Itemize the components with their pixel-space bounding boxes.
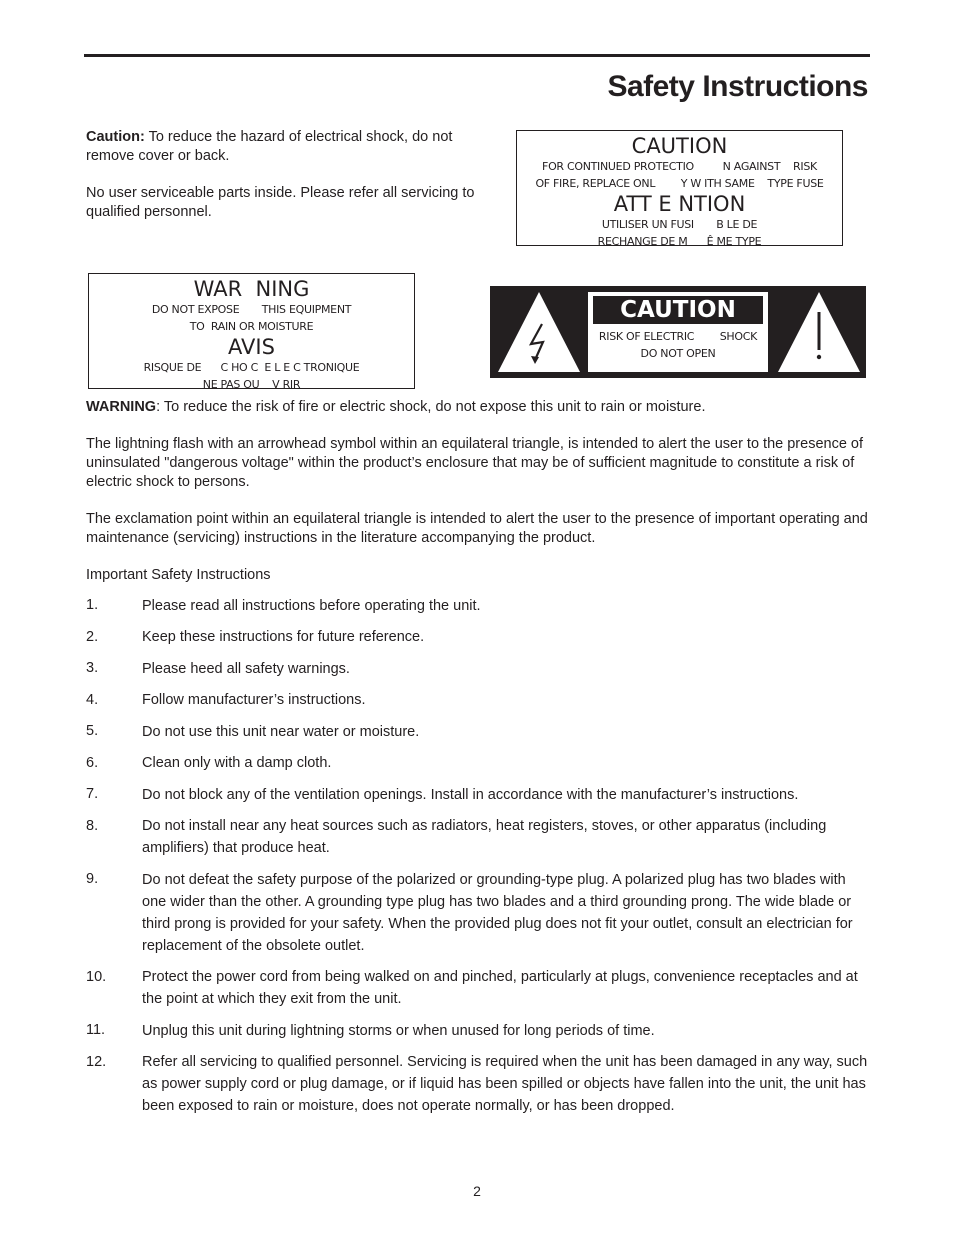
- list-item-number: 10.: [86, 968, 107, 985]
- list-item-number: 7.: [86, 786, 99, 802]
- service-paragraph: No user serviceable parts inside. Please refer all servicing to qualified personnel.: [86, 185, 475, 220]
- list-item-text: Refer all servicing to qualified personnel. Servicing is required when the unit has been damaged in any way, such as power supply cord or plug damage, or if liquid has been spilled or objects have fallen into the unit, the unit has been exposed to rain or moisture, does not operate normally, or has been dropped.: [142, 1054, 868, 1114]
- list-item-text: Please read all instructions before operating the unit.: [142, 597, 481, 614]
- exclamation-triangle-icon: [770, 286, 868, 378]
- list-item-number: 1.: [86, 597, 99, 613]
- list-item-number: 3.: [86, 660, 99, 676]
- list-item-text: Please heed all safety warnings.: [142, 660, 350, 677]
- shock-caution-inner: [588, 292, 768, 372]
- lightning-triangle-icon: [490, 286, 588, 378]
- list-item-text: Do not install near any heat sources such as radiators, heat registers, stoves, or other apparatus (including amplifiers) that produce heat.: [142, 818, 827, 856]
- list-heading: Important Safety Instructions: [86, 567, 271, 583]
- attention-heading: ATT E NTION: [613, 192, 746, 216]
- list-item: [86, 785, 870, 806]
- list-item-number: 9.: [86, 871, 99, 887]
- warning-heading: WAR NING: [193, 277, 310, 301]
- list-item-text: Do not block any of the ventilation openings. Install in accordance with the manufacturer’s instructions.: [142, 786, 799, 803]
- moisture-warning-label: [88, 273, 415, 389]
- list-item: [86, 1053, 870, 1118]
- body-section: [86, 398, 870, 1128]
- list-item-text: Protect the power cord from being walked on and pinched, particularly at plugs, convenience receptacles and at the point at which they exit from the unit.: [142, 969, 858, 1007]
- caution-paragraph: [86, 128, 496, 166]
- avis-line-1: RISQUE DE C HO C E L E C TRONIQUE: [143, 361, 360, 374]
- lightning-paragraph: The lightning flash with an arrowhead symbol within an equilateral triangle, is intended to alert the user to the presence of uninsulated "dangerous voltage" within the product’s enclosure that may be of sufficient magnitude to constitute a risk of electric shock to persons.: [86, 436, 864, 490]
- fuse-caution-heading: CAUTION: [631, 134, 728, 158]
- list-item: [86, 691, 870, 712]
- caution-text: To reduce the hazard of electrical shock, do not remove cover or back.: [86, 129, 453, 164]
- list-item-text: Keep these instructions for future reference.: [142, 629, 425, 645]
- list-item-number: 12.: [86, 1053, 107, 1070]
- list-item: [86, 1021, 870, 1042]
- list-item: [86, 628, 870, 649]
- fuse-caution-line-2: OF FIRE, REPLACE ONL Y W ITH SAME TYPE FUSE: [535, 177, 824, 190]
- warning-label: WARNING: [86, 399, 157, 415]
- warning-text: : To reduce the risk of fire or electric shock, do not expose this unit to rain or moisture.: [156, 399, 706, 415]
- list-item-text: Unplug this unit during lightning storms or when unused for long periods of time.: [142, 1022, 655, 1039]
- page-number: 2: [473, 1183, 481, 1199]
- exclamation-paragraph: The exclamation point within an equilateral triangle is intended to alert the user to the presence of important operating and maintenance (servicing) instructions in the literature accompanying the product.: [86, 511, 868, 546]
- list-item: [86, 659, 870, 680]
- list-item: [86, 968, 870, 1011]
- list-item-number: 8.: [86, 817, 99, 834]
- shock-caution-line-1: RISK OF ELECTRIC SHOCK: [598, 330, 758, 343]
- list-item-number: 4.: [86, 691, 99, 708]
- list-item: [86, 722, 870, 743]
- shock-caution-heading: CAUTION: [593, 296, 763, 324]
- list-item-number: 11.: [86, 1022, 106, 1038]
- intro-section: [86, 128, 496, 240]
- shock-caution-line-2: DO NOT OPEN: [640, 347, 716, 360]
- shock-caution-label: [490, 286, 866, 378]
- list-item: [86, 754, 870, 775]
- caution-label: Caution:: [86, 129, 145, 145]
- list-item-number: 2.: [86, 628, 99, 645]
- list-item-text: Do not use this unit near water or moisture.: [142, 723, 420, 740]
- header-rule: [84, 54, 870, 57]
- page-title: Safety Instructions: [607, 70, 868, 103]
- attention-line-1: UTILISER UN FUSI B LE DE: [601, 218, 758, 231]
- attention-line-2: RECHANGE DE M Ê ME TYPE: [597, 235, 762, 248]
- list-item-text: Do not defeat the safety purpose of the polarized or grounding-type plug. A polarized plug has two blades with one wider than the other. A grounding type plug has two blades and a third grounding prong. The wide blade or third prong is provided for your safety. When the provided plug does not fit your outlet, consult an electrician for replacement of the obsolete outlet.: [142, 871, 853, 954]
- avis-line-2: NE PAS OU V RIR: [202, 378, 301, 391]
- list-item-number: 6.: [86, 754, 99, 771]
- warning-paragraph: [86, 398, 870, 417]
- avis-heading: AVIS: [228, 335, 275, 359]
- list-item-text: Clean only with a damp cloth.: [142, 755, 332, 771]
- list-item-number: 5.: [86, 723, 99, 739]
- list-item: [86, 596, 870, 617]
- fuse-caution-line-1: FOR CONTINUED PROTECTIO N AGAINST RISK: [542, 160, 817, 173]
- safety-instructions-list: [86, 596, 870, 1117]
- list-item: [86, 817, 870, 860]
- warning-line-1: DO NOT EXPOSE THIS EQUIPMENT: [151, 303, 352, 316]
- fuse-caution-label: [516, 130, 843, 246]
- list-item: [86, 870, 870, 957]
- warning-line-2: TO RAIN OR MOISTURE: [189, 320, 314, 333]
- list-item-text: Follow manufacturer’s instructions.: [142, 692, 366, 708]
